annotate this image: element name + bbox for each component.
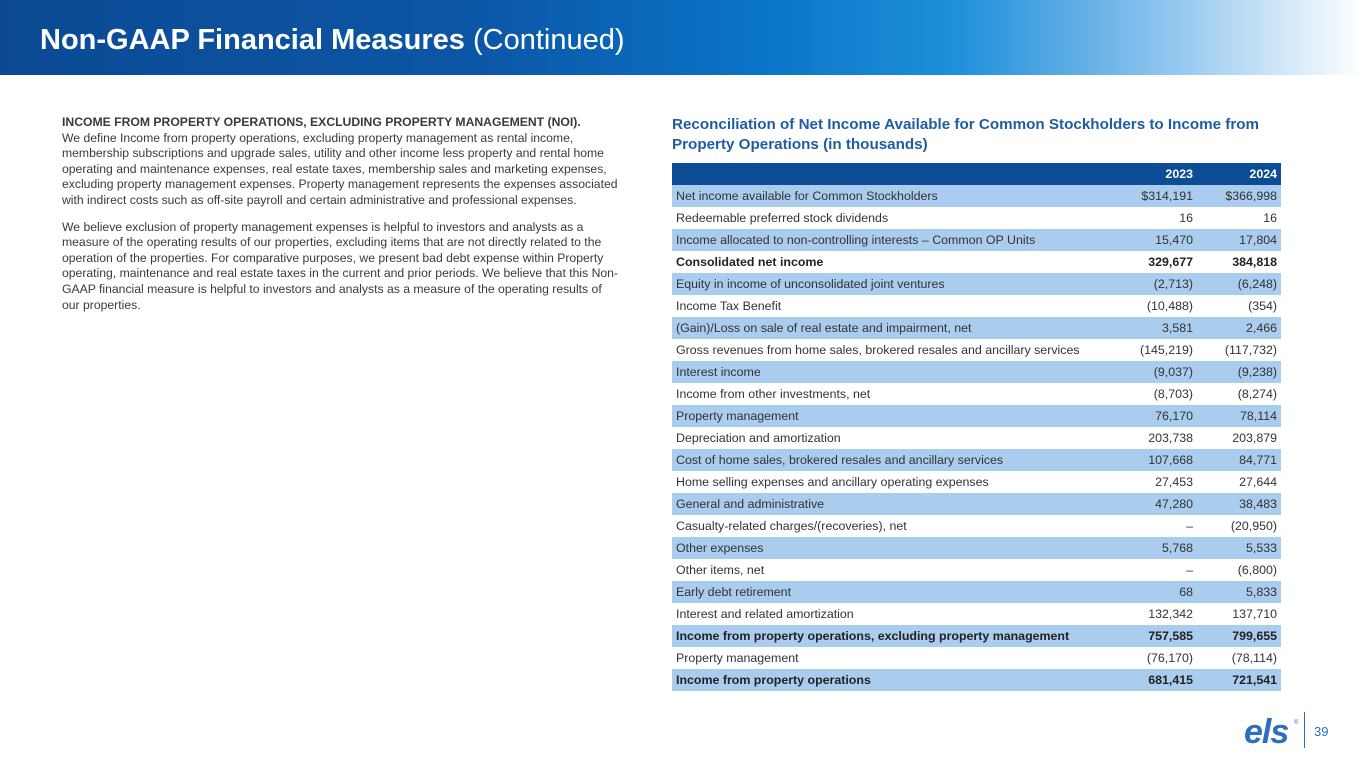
row-value-2024: 721,541: [1197, 669, 1281, 691]
row-value-2024: 137,710: [1232, 607, 1277, 621]
row-value-2023: (145,219): [1139, 343, 1193, 357]
row-value-2024: (354): [1248, 299, 1277, 313]
row-value-2023: (76,170): [1146, 651, 1193, 665]
row-label: Property management: [676, 651, 799, 665]
row-label: Redeemable preferred stock dividends: [676, 211, 889, 225]
column-header-label: [672, 163, 1117, 185]
row-label: (Gain)/Loss on sale of real estate and impairment, net: [672, 317, 1117, 339]
row-value-2024: 799,655: [1197, 625, 1281, 647]
table-row-total: [672, 669, 1281, 691]
row-value-2023: 68: [1117, 581, 1197, 603]
row-value-2023: 3,581: [1117, 317, 1197, 339]
row-value-2024: (8,274): [1237, 387, 1277, 401]
table-row-subtotal: [672, 625, 1281, 647]
row-label: Income from property operations: [672, 669, 1117, 691]
row-value-2023: 757,585: [1117, 625, 1197, 647]
noi-paragraph-1-text: We define Income from property operations, excluding property management as rental income, membership subscriptions and upgrade sales, utility and other income less property and rental home operating and maintenance expenses, real estate taxes, membership sales and marketing expenses, excluding property management expenses. Property management represents the expenses associated with indirect costs such as off-site payroll and certain administrative and professional expenses.: [62, 130, 618, 207]
table-row: [672, 361, 1281, 383]
row-value-2023: 76,170: [1117, 405, 1197, 427]
row-label: Casualty-related charges/(recoveries), net: [676, 519, 907, 533]
row-value-2024: $366,998: [1197, 185, 1281, 207]
row-value-2024: 5,833: [1197, 581, 1281, 603]
row-value-2023: –: [1186, 519, 1193, 533]
noi-heading: INCOME FROM PROPERTY OPERATIONS, EXCLUDING PROPERTY MANAGEMENT (NOI).: [62, 115, 581, 129]
table-row: [672, 559, 1281, 581]
page-title: [40, 24, 625, 57]
table-row: [672, 449, 1281, 471]
row-label: Gross revenues from home sales, brokered resales and ancillary services: [676, 343, 1080, 357]
row-label: Depreciation and amortization: [676, 431, 841, 445]
row-value-2023: (10,488): [1146, 299, 1193, 313]
page-title-suffix: (Continued): [472, 24, 625, 56]
table-row: [672, 647, 1281, 669]
column-header-2023: 2023: [1117, 163, 1197, 185]
table-row: [672, 493, 1281, 515]
row-value-2024: 5,533: [1197, 537, 1281, 559]
noi-paragraph-2: We believe exclusion of property management expenses is helpful to investors and analysts as a measure of the operating results of our properties, excluding items that are not directly related to the operation of the properties. For comparative purposes, we present bad debt expense within Property operating, maintenance and real estate taxes in the current and prior periods. We believe that this Non-GAAP financial measure is helpful to investors and analysts as a measure of the operating results of our properties.: [62, 219, 618, 312]
row-value-2023: 107,668: [1117, 449, 1197, 471]
row-value-2023: 329,677: [1148, 255, 1193, 269]
row-value-2024: (20,950): [1230, 519, 1277, 533]
table-title: Reconciliation of Net Income Available for Common Stockholders to Income from Property Operations (in thousands): [672, 116, 1260, 153]
table-row: [672, 515, 1281, 537]
table-row: [672, 295, 1281, 317]
table-row: [672, 405, 1281, 427]
row-label: Home selling expenses and ancillary operating expenses: [676, 475, 989, 489]
table-header-row: [672, 163, 1281, 185]
row-value-2024: 17,804: [1197, 229, 1281, 251]
row-value-2023: 27,453: [1155, 475, 1193, 489]
row-label: Income from property operations, excluding property management: [672, 625, 1117, 647]
row-label: Income Tax Benefit: [676, 299, 782, 313]
table-row: [672, 603, 1281, 625]
row-label: Net income available for Common Stockholders: [672, 185, 1117, 207]
column-header-2024: 2024: [1197, 163, 1281, 185]
table-row: [672, 427, 1281, 449]
reconciliation-table: [672, 163, 1281, 691]
footer-divider: [1304, 712, 1305, 748]
row-value-2023: 132,342: [1148, 607, 1193, 621]
row-value-2023: (2,713): [1117, 273, 1197, 295]
table-row: [672, 317, 1281, 339]
row-label: Other expenses: [672, 537, 1117, 559]
logo-text: els: [1244, 713, 1289, 751]
row-value-2023: –: [1186, 563, 1193, 577]
row-label: Interest and related amortization: [676, 607, 854, 621]
row-label: Equity in income of unconsolidated joint ventures: [672, 273, 1117, 295]
table-row-subtotal: [672, 251, 1281, 273]
registered-mark: ®: [1294, 720, 1299, 726]
row-label: Early debt retirement: [672, 581, 1117, 603]
row-label: Consolidated net income: [676, 255, 824, 269]
row-value-2024: (9,238): [1197, 361, 1281, 383]
row-value-2023: $314,191: [1117, 185, 1197, 207]
table-row: [672, 383, 1281, 405]
table-row: [672, 273, 1281, 295]
row-value-2023: 16: [1179, 211, 1193, 225]
row-label: Income allocated to non-controlling interests – Common OP Units: [672, 229, 1117, 251]
row-label: Income from other investments, net: [676, 387, 871, 401]
row-label: Property management: [672, 405, 1117, 427]
row-label: Cost of home sales, brokered resales and ancillary services: [672, 449, 1117, 471]
table-row: [672, 537, 1281, 559]
row-value-2023: 5,768: [1117, 537, 1197, 559]
row-label: Other items, net: [676, 563, 765, 577]
row-value-2023: (8,703): [1153, 387, 1193, 401]
row-value-2024: 384,818: [1232, 255, 1277, 269]
table-row: [672, 207, 1281, 229]
row-value-2024: (6,248): [1197, 273, 1281, 295]
row-value-2023: 15,470: [1117, 229, 1197, 251]
header-banner: [0, 0, 1365, 75]
row-label: General and administrative: [672, 493, 1117, 515]
row-value-2023: (9,037): [1117, 361, 1197, 383]
row-value-2024: 203,879: [1232, 431, 1277, 445]
noi-paragraph-1: [62, 115, 622, 209]
row-value-2024: 78,114: [1197, 405, 1281, 427]
row-value-2024: 27,644: [1239, 475, 1277, 489]
table-row: [672, 581, 1281, 603]
row-value-2024: 16: [1263, 211, 1277, 225]
row-value-2024: 38,483: [1197, 493, 1281, 515]
table-row: [672, 185, 1281, 207]
page-title-main: Non-GAAP Financial Measures: [40, 24, 465, 56]
row-value-2024: (117,732): [1224, 343, 1277, 357]
table-row: [672, 471, 1281, 493]
row-value-2023: 47,280: [1117, 493, 1197, 515]
table-row: [672, 339, 1281, 361]
row-value-2024: (6,800): [1237, 563, 1277, 577]
row-value-2024: 84,771: [1197, 449, 1281, 471]
row-label: Interest income: [672, 361, 1117, 383]
row-value-2024: (78,114): [1231, 651, 1277, 665]
row-value-2023: 681,415: [1117, 669, 1197, 691]
page-number: 39: [1314, 724, 1329, 739]
noi-definition: [62, 115, 622, 324]
table-row: [672, 229, 1281, 251]
row-value-2023: 203,738: [1148, 431, 1193, 445]
row-value-2024: 2,466: [1197, 317, 1281, 339]
